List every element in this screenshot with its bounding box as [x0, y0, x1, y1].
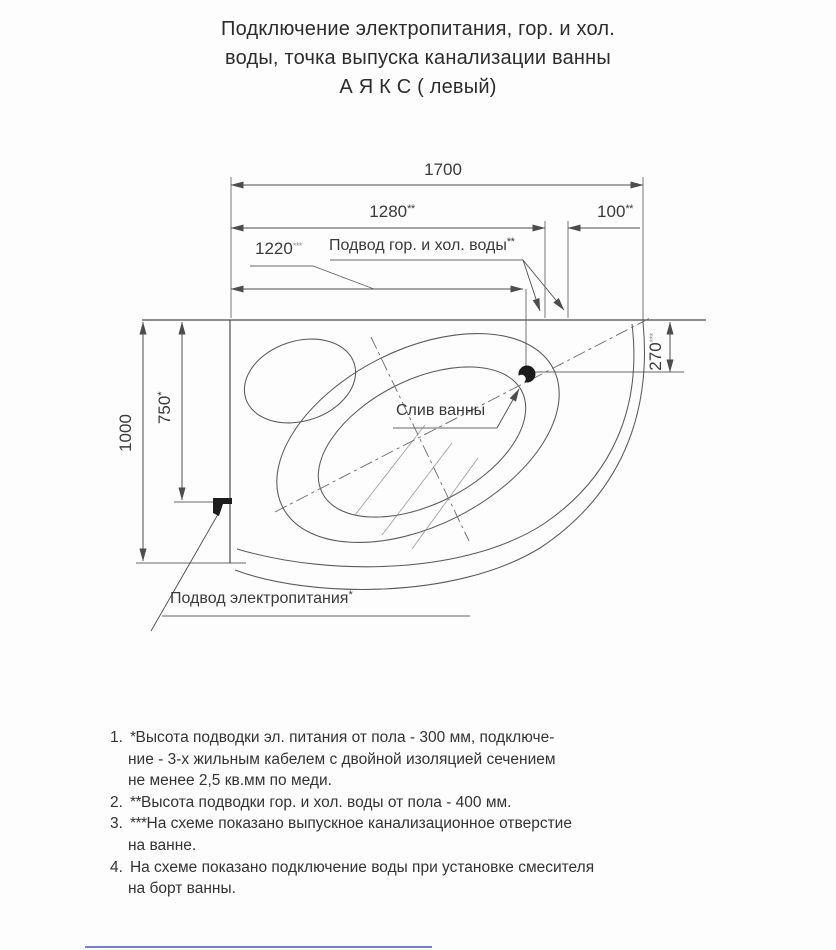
dim-1220-label: [255, 239, 302, 259]
note-1-line-1: [110, 727, 710, 749]
dim-1700-value: 1700: [424, 160, 462, 179]
tub-rim-outer-curve: [235, 322, 644, 589]
power-supply-sup: *: [348, 589, 353, 601]
dim-100-value: 100: [597, 202, 626, 221]
dim-1000-label: [116, 414, 136, 452]
dim-1220-value: 1220: [255, 239, 293, 258]
notes-section: [110, 727, 710, 900]
water-supply-sup: **: [506, 236, 515, 248]
dim-1700-label: [383, 160, 503, 180]
note-1-marker: *: [129, 729, 136, 746]
note-3-number: 3.: [110, 815, 123, 833]
dim-1220-sup: ***: [292, 241, 302, 251]
note-1-text: Высота подводки эл. питания от пола - 300 мм, подключе-: [135, 729, 555, 746]
tub-rim-inner-curve: [237, 324, 634, 567]
dim-750-value: 750: [155, 395, 174, 425]
note-2-line-1: [110, 792, 710, 814]
water-supply-label: [329, 237, 514, 255]
note-3-marker: ***: [129, 815, 147, 833]
note-4-text: На схеме показано подключение воды при установке смесителя: [129, 858, 595, 876]
tub-slope-line-2: [382, 443, 452, 535]
note-4-line-2: на борт ванны.: [128, 880, 236, 898]
power-point-icon: [213, 498, 232, 516]
note-3-line-1: [110, 813, 710, 835]
note-1-line-3: не менее 2,5 кв.мм по меди.: [128, 772, 332, 790]
note-1-number: 1.: [110, 729, 123, 746]
power-leader: [151, 509, 221, 631]
title-line-2: воды, точка выпуска канализации ванны: [225, 47, 611, 69]
note-2-number: 2.: [110, 793, 123, 811]
tub-slope-line-1: [355, 425, 425, 515]
water-supply-text: Подвод гор. и хол. воды: [329, 237, 507, 254]
shelf-1220: [250, 266, 374, 289]
tub-slope-line-3: [412, 458, 478, 549]
tub-well-inner: [294, 336, 550, 548]
dim-100-sup: **: [625, 203, 633, 215]
drain-hole-notch: [517, 375, 525, 383]
note-4-line-1: [110, 857, 710, 879]
water-leader-2: [523, 260, 564, 310]
note-3-text: На схеме показано выпускное канализационное отверстие: [146, 815, 572, 833]
dim-750-label: [155, 392, 175, 424]
note-3-line-2: на ванне.: [128, 836, 197, 854]
dim-750-sup: *: [156, 391, 168, 396]
note-2-marker: **: [129, 793, 142, 811]
power-supply-text: Подвод электропитания: [170, 590, 349, 607]
dim-270-label: [646, 333, 666, 370]
dim-1280-label: [333, 202, 451, 222]
dim-1280-value: 1280: [369, 202, 408, 221]
dim-270-sup: ***: [648, 333, 658, 343]
title-line-1: Подключение электропитания, гор. и хол.: [221, 18, 615, 40]
drain-text: Слив ванны: [396, 402, 486, 419]
dim-1000-value: 1000: [116, 414, 135, 452]
dim-100-label: [557, 202, 673, 222]
dim-270-value: 270: [646, 342, 665, 371]
power-supply-label: [170, 590, 352, 608]
note-4-number: 4.: [110, 858, 123, 876]
dim-1280-sup: **: [407, 203, 415, 215]
bottom-blue-line: [85, 946, 432, 948]
drain-label: [396, 402, 485, 420]
note-2-text: Высота подводки гор. и хол. воды от пола - 400 мм.: [141, 793, 512, 811]
title-line-3: А Я К С ( левый): [339, 76, 497, 98]
drain-leader: [497, 389, 519, 428]
note-1-line-2: ние - 3-х жильным кабелем с двойной изоляцией сечением: [128, 750, 556, 768]
